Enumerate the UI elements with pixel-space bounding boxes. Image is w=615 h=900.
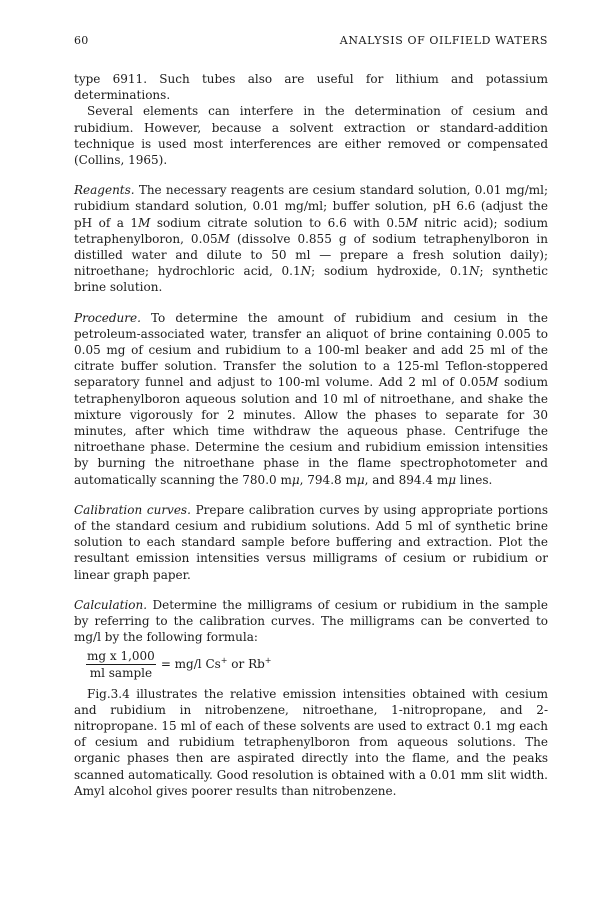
procedure-text-5: lines. — [456, 472, 493, 487]
paragraph-continuation: type 6911. Such tubes also are useful for lithium and potassium determinations. — [74, 72, 548, 103]
micro-symbol: μ — [291, 472, 300, 487]
formula-result — [161, 657, 272, 671]
cation-charge: + — [264, 656, 272, 665]
calculation-heading: Calculation. — [74, 597, 148, 612]
micro-symbol: μ — [356, 472, 365, 487]
paragraph-calibration — [74, 502, 548, 583]
procedure-heading: Procedure. — [74, 310, 141, 325]
formula-fraction — [86, 649, 156, 680]
conversion-formula — [86, 649, 548, 680]
page — [74, 34, 548, 799]
reagents-text-5: ; sodium hydroxide, 0.1 — [311, 264, 469, 279]
molar-unit: M — [217, 231, 230, 246]
paragraph-figure-discussion: Fig.3.4 illustrates the relative emission intensities obtained with cesium and rubidium in nitrobenzene, nitroethane, 1-nitropropane, and 2-nitropropane. 15 ml of each of these solvents are used to extract 0.1 mg each of cesium and rubidium tetraphenylboron from aqueous solutions. The organic phases then are aspirated directly into the flame, and the peaks scanned automatically. Good resolution is obtained with a 0.01 mm slit width. Amyl alcohol gives poorer results than nitrobenzene. — [74, 686, 548, 798]
reagents-text-2: sodium citrate solution to 6.6 with 0.5 — [150, 215, 406, 230]
reagents-heading: Reagents. — [74, 183, 135, 198]
molar-unit: M — [486, 375, 499, 390]
page-number: 60 — [74, 34, 89, 47]
page-header — [74, 34, 548, 47]
calculation-text: Determine the milligrams of cesium or rubidium in the sample by referring to the calibration curves. The milligrams can be converted to mg/l by the following formula: — [74, 597, 548, 645]
calibration-text: Prepare calibration curves by using appropriate portions of the standard cesium and rubidium solutions. Add 5 ml of synthetic brine solution to each standard sample before buffering and extraction. Plot the resultant emission intensities versus milligrams of cesium or rubidium or linear graph paper. — [74, 502, 548, 582]
normal-unit: N — [468, 264, 480, 279]
formula-denominator: ml sample — [89, 665, 153, 680]
procedure-text-4: , and 894.4 m — [364, 472, 449, 487]
paragraph-calculation — [74, 597, 548, 646]
normal-unit: N — [300, 264, 312, 279]
reagents-text-1: The necessary reagents are cesium standard solution, 0.01 mg/ml; rubidium standard solution, 0.01 mg/ml; buffer solution, pH 6.6 (adjust the pH of a 1 — [74, 183, 548, 230]
running-title: ANALYSIS OF OILFIELD WATERS — [339, 34, 548, 47]
paragraph-interferences: Several elements can interfere in the determination of cesium and rubidium. However, because a solvent extraction or standard-addition technique is used most interferences are either removed or compensated (Collins, 1965). — [74, 104, 548, 168]
procedure-text-2: sodium tetraphenylboron aqueous solution and 10 ml of nitroethane, and shake the mixture vigorously for 2 minutes. Allow the phases to separate for 30 minutes, after which time withdraw the aqueous phase. Centrifuge the nitroethane phase. Determine the cesium and rubidium emission intensities by burning the nitroethane phase in the flame spectrophotometer and automatically scanning the 780.0 m — [74, 375, 548, 487]
reagents-text-3: nitric acid); sodium tetraphenylboron, 0.05 — [74, 215, 549, 246]
molar-unit: M — [405, 215, 418, 230]
formula-rhs-b: or Rb — [227, 657, 265, 671]
formula-numerator: mg x 1,000 — [87, 648, 155, 663]
reagents-text-4: (dissolve 0.855 g of sodium tetraphenylboron in distilled water and dilute to 50 ml — prepare a fresh solution daily); nitroethane; hydrochloric acid, 0.1 — [74, 231, 548, 279]
procedure-text-3: , 794.8 m — [299, 472, 357, 487]
reagents-text-6: ; synthetic brine solution. — [74, 264, 548, 295]
paragraph-reagents — [74, 182, 548, 295]
calibration-heading: Calibration curves. — [74, 502, 191, 517]
micro-symbol: μ — [448, 472, 457, 487]
procedure-text-1: To determine the amount of rubidium and cesium in the petroleum-associated water, transfer an aliquot of brine containing 0.005 to 0.05 mg of cesium and rubidium to a 100-ml beaker and add 25 ml of the citrate buffer solution. Transfer the solution to a 125-ml Teflon-stoppered separatory funnel and adjust to 100-ml volume. Add 2 ml of 0.05 — [74, 310, 548, 390]
formula-rhs-a: = mg/l Cs — [160, 657, 221, 671]
cation-charge: + — [220, 656, 228, 665]
paragraph-procedure — [74, 310, 548, 488]
molar-unit: M — [138, 215, 151, 230]
